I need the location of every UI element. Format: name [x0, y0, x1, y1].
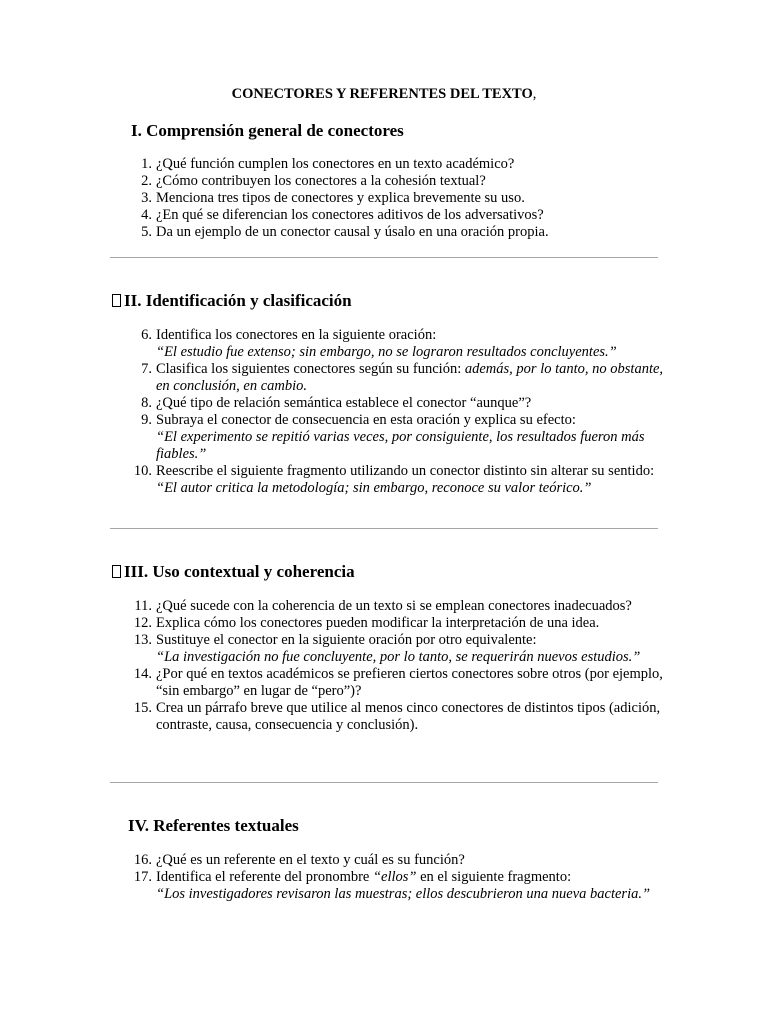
list-item: 4. ¿En qué se diferencian los conectores aditivos de los adversativos?	[141, 207, 544, 223]
list-item: 12. Explica cómo los conectores pueden modificar la interpretación de una idea.	[133, 615, 600, 631]
question-list-4	[133, 852, 666, 903]
list-item: 8. ¿Qué tipo de relación semántica establece el conector “aunque”?	[141, 395, 532, 411]
list-item: 14. ¿Por qué en textos académicos se prefieren ciertos conectores sobre otros (por ejemplo, “sin embargo” en lugar de “pero”)?	[133, 666, 663, 699]
question-list-3	[133, 598, 666, 734]
list-item: 6. Identifica los conectores en la siguiente oración: “El estudio fue extenso; sin embargo, no se lograron resultados concluyentes.”	[141, 327, 617, 360]
list-item: 3. Menciona tres tipos de conectores y explica brevemente su uso.	[141, 190, 525, 206]
missing-glyph-icon	[112, 565, 121, 578]
document-title: CONECTORES Y REFERENTES DEL TEXTO,	[231, 86, 537, 102]
list-item: 16. ¿Qué es un referente en el texto y cuál es su función?	[133, 852, 465, 868]
list-item: 11. ¿Qué sucede con la coherencia de un texto si se emplean conectores inadecuados?	[134, 598, 632, 614]
section-heading-2: II. Identificación y clasificación	[112, 291, 352, 311]
list-item: 15. Crea un párrafo breve que utilice al menos cinco conectores de distintos tipos (adición, contraste, causa, consecuencia y conclusión).	[133, 700, 661, 733]
list-item: 10. Reescribe el siguiente fragmento utilizando un conector distinto sin alterar su sentido: “El autor critica la metodología; sin embargo, reconoce su valor teórico.”	[133, 463, 655, 496]
section-divider	[110, 257, 658, 258]
list-item: 13. Sustituye el conector en la siguiente oración por otro equivalente: “La investigación no fue concluyente, por lo tanto, se requerirán nuevos estudios.”	[133, 632, 641, 665]
question-list-2	[133, 327, 666, 497]
list-item: 5. Da un ejemplo de un conector causal y úsalo en una oración propia.	[141, 224, 549, 240]
section-heading-3: III. Uso contextual y coherencia	[112, 562, 355, 582]
list-item: 9. Subraya el conector de consecuencia en esta oración y explica su efecto: “El experimento se repitió varias veces, por consiguiente, los resultados fueron más fiables.”	[141, 412, 645, 462]
list-item: 17. Identifica el referente del pronombre “ellos” en el siguiente fragmento: “Los investigadores revisaron las muestras; ellos descubrieron una nueva bacteria.”	[133, 869, 651, 902]
list-item: 7. Clasifica los siguientes conectores según su función: además, por lo tanto, no obstante, en conclusión, en cambio.	[141, 361, 664, 394]
missing-glyph-icon	[112, 294, 121, 307]
list-item: 2. ¿Cómo contribuyen los conectores a la cohesión textual?	[141, 173, 486, 189]
section-heading-4: IV. Referentes textuales	[128, 816, 299, 835]
section-divider	[110, 782, 658, 783]
section-divider	[110, 528, 658, 529]
section-heading-1: I. Comprensión general de conectores	[131, 121, 404, 140]
list-item: 1. ¿Qué función cumplen los conectores en un texto académico?	[141, 156, 515, 172]
question-list-1	[141, 156, 666, 241]
